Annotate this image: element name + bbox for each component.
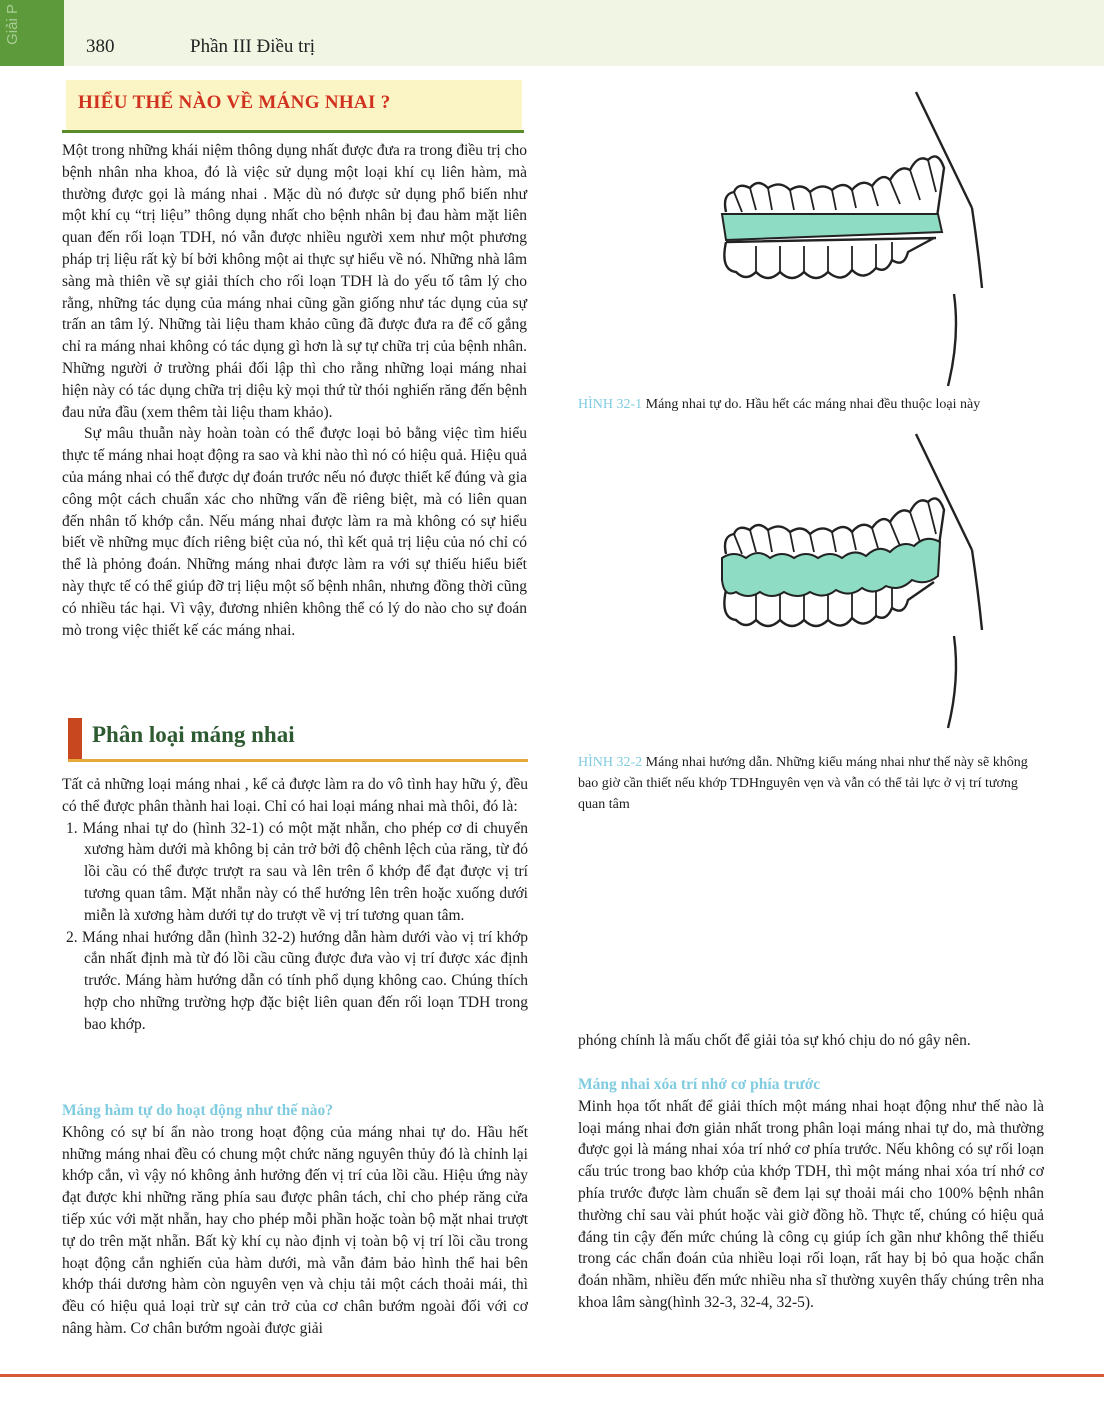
figure-32-1-caption <box>578 394 1044 415</box>
continuation-text <box>578 1030 1044 1052</box>
section-heading <box>62 716 528 766</box>
figure-32-1-illustration <box>686 88 986 388</box>
side-tab-label: Giải P <box>4 4 21 45</box>
continuation-paragraph: phóng chính là mấu chốt để giải tỏa sự khó chịu do nó gây nên. <box>578 1032 971 1049</box>
boxed-heading <box>66 80 522 130</box>
subsection-paragraph: Không có sự bí ẩn nào trong hoạt động của máng nhai tự do. Hầu hết những máng nhai đều có chung một chức năng nguyên thủy đó là chỉnh lại khớp cắn, vì vậy nó không ảnh hưởng đến vị trí của lồi cầu. Hiệu ứng này đạt được khi những răng phía sau được phân tách, chỉ cho phép răng cửa tiếp xúc với mặt nhẵn, hay cho phép mỗi phần hoặc toàn bộ mặt nhai trượt tự do trên mặt nhẵn. Bất kỳ khí cụ nào định vị toàn bộ vị trí lồi cầu trong hoạt động cắn nghiến của hàm dưới, mà vẫn đảm bảo hình thể hai bên khớp thái dương hàm còn nguyên vẹn và chịu tải một cách thoải mái, thì đều có hiệu quả loại trừ sự cản trở của cơ chân bướm ngoài đối với cơ nâng hàm. Cơ chân bướm ngoài được giải <box>62 1123 528 1337</box>
running-head: Phần III Điều trị <box>190 36 316 57</box>
subsection-paragraph: Minh họa tốt nhất để giải thích một máng nhai hoạt động như thế nào là loại máng nhai đơn giản nhất trong phân loại máng nhai tự do, mà thường được gọi là máng nhai xóa trí nhớ cơ phía trước. Nếu không có sự rối loạn cấu trúc trong bao khớp của khớp TDH, thì một máng nhai xóa trí nhớ cơ phía trước được làm chuẩn sẽ đem lại sự thoải mái cho 100% bệnh nhân thường chỉ sau vài phút hoặc vài giờ đồng hồ. Thực tế, chúng có hiệu quả đáng tin cậy đến mức chúng là công cụ giúp ích gần như không thể thiếu trong các chẩn đoán của nhiều loại rối loạn, rất hay bị bỏ qua hoặc chẩn đoán nhầm, nhiều đến mức nhiều nha sĩ thường xuyên thấy chúng trên nha khoa lâm sàng(hình 32-3, 32-4, 32-5). <box>578 1097 1044 1311</box>
face-profile-line <box>916 92 972 208</box>
page-header <box>0 0 1104 66</box>
section-rule <box>68 759 528 762</box>
page-number: 380 <box>86 36 115 57</box>
boxed-heading-text: HIỂU THẾ NÀO VỀ MÁNG NHAI ? <box>78 92 391 113</box>
subsection-heading: Máng hàm tự do hoạt động như thế nào? <box>62 1102 333 1119</box>
list-item: 1. Máng nhai tự do (hình 32-1) có một mặt nhẵn, cho phép cơ di chuyển xương hàm dưới mà không bị cản trở bởi độ chênh lệch của răng, từ đó lồi cầu có thể được trượt ra sau và lên trên ổ khớp để đạt được vị trí tương quan tâm. Mặt nhẵn này có thể hướng lên trên hoặc xuống dưới miễn là xương hàm dưới tự do trượt về vị trí tương quan tâm. <box>66 819 528 924</box>
figure-32-2-illustration <box>686 430 986 730</box>
figure-caption-text: Máng nhai tự do. Hầu hết các máng nhai đều thuộc loại này <box>642 397 981 412</box>
subsection-anterior-deprogrammer <box>578 1074 1044 1314</box>
classification-list <box>62 818 528 1036</box>
figure-label: HÌNH 32-1 <box>578 397 643 412</box>
list-item: 2. Máng nhai hướng dẫn (hình 32-2) hướng dẫn hàm dưới vào vị trí khớp cắn nhất định mà từ đó lồi cầu cũng được đưa vào vị trí được xác định trước. Máng hàm hướng dẫn có tính phổ dụng không cao. Chúng thích hợp cho những trường hợp đặc biệt liên quan đến rối loạn TDH trong bao khớp. <box>66 928 528 1033</box>
figure-32-2-caption <box>578 752 1044 815</box>
intro-paragraph-2: Sự mâu thuẫn này hoàn toàn có thể được loại bỏ bằng việc tìm hiểu thực tế máng nhai hoạt động ra sao và khi nào thì nó có hiệu quả. Hiệu quả của máng nhai có thể được dự đoán trước nếu nó được thiết kế đúng và gia công một cách chuẩn xác cho những vấn đề riêng biệt, mà có liên quan đến nhân tố khớp cắn. Nếu máng nhai được làm ra mà không có sự hiểu biết về những mục đích riêng biệt của nó, thì kết quả trị liệu của nó chỉ có thể là phỏng đoán. Những máng nhai được làm ra với sự thiếu hiểu biết này thực tế có thể giúp đỡ trị liệu một số bệnh nhân, nhưng đồng thời cũng có nhiều tác hại. Vì vậy, đương nhiên không thể có lý do nào cho sự đoán mò trong việc thiết kế các máng nhai. <box>62 425 527 639</box>
figure-caption-text: Máng nhai hướng dẫn. Những kiểu máng nhai như thế này sẽ không bao giờ cần thiết nếu khớp TDHnguyên vẹn và vẫn có thể tải lực ở vị trí tương quan tâm <box>578 755 1028 812</box>
classification-intro: Tất cả những loại máng nhai , kể cả được làm ra do vô tình hay hữu ý, đều có thể được phân thành hai loại. Chỉ có hai loại máng nhai mà thôi, đó là: <box>62 776 528 815</box>
section-title: Phân loại máng nhai <box>92 722 295 747</box>
subsection-heading: Máng nhai xóa trí nhớ cơ phía trước <box>578 1076 821 1093</box>
heading-rule <box>62 130 524 133</box>
footer-rule <box>0 1374 1104 1377</box>
section-marker <box>68 718 82 760</box>
classification-text <box>62 774 528 1036</box>
intro-text <box>62 140 527 641</box>
subsection-free-splint <box>62 1100 528 1340</box>
intro-paragraph-1: Một trong những khái niệm thông dụng nhất được đưa ra trong điều trị cho bệnh nhân nha khoa, đó là việc sử dụng một loại khí cụ liên hàm, mà thường được gọi là máng nhai . Mặc dù nó được sử dụng phổ biến như một khí cụ “trị liệu” thông dụng nhất cho bệnh nhân bị đau hàm mặt liên quan đến rối loạn TDH, nó vẫn được nhiều người xem như một phương pháp trị liệu rất kỳ bí bởi không một ai thực sự hiểu về nó. Những nhà lâm sàng mà thiên về sự giải thích cho rối loạn TDH là do yếu tố tâm lý cho rằng, những tác dụng của máng nhai cũng gần giống như tác dụng của sự trấn an tâm lý. Những tài liệu tham khảo cũng đã được đưa ra để cố gắng chỉ ra máng nhai không có tác dụng gì hơn là sự tự chữa trị của bệnh nhân. Những người ở trường phái đối lập thì cho rằng những loại máng nhai hiện này có tác dụng chữa trị diệu kỳ mọi thứ từ thói nghiến răng đến bệnh đau nửa đầu (xem thêm tài liệu tham khảo). <box>62 142 527 421</box>
splint-shape <box>722 214 942 240</box>
side-tab <box>0 0 64 66</box>
figure-label: HÌNH 32-2 <box>578 755 643 770</box>
